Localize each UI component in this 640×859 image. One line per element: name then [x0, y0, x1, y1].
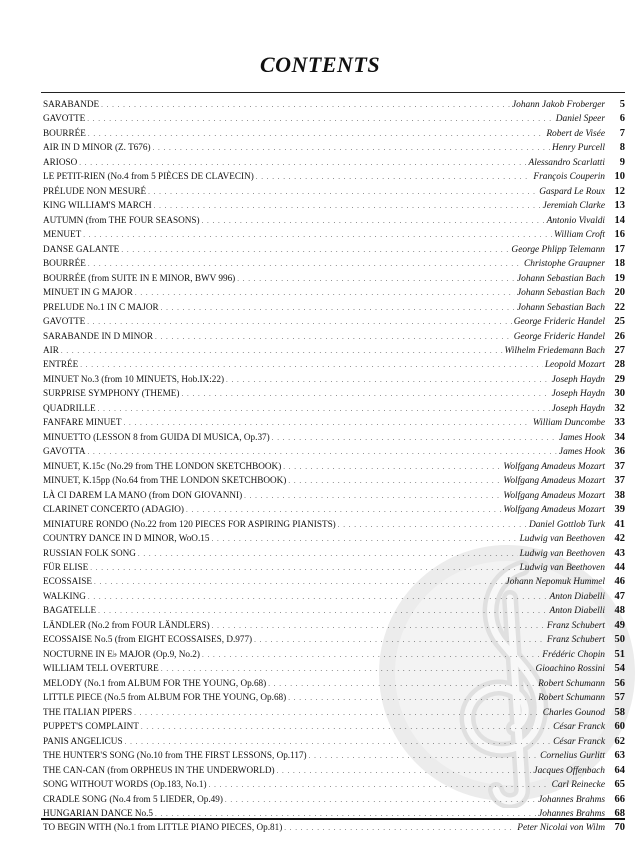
page-number: 27 [614, 344, 625, 356]
dot-leader [141, 720, 551, 734]
piece-title: FANFARE MINUET [43, 417, 122, 428]
piece-title: MINUET IN G MAJOR [43, 287, 133, 298]
dot-leader [202, 648, 540, 662]
composer-name: Wolfgang Amadeus Mozart [503, 461, 605, 472]
piece-title: PUPPET'S COMPLAINT [43, 721, 139, 732]
piece-title: SURPRISE SYMPHONY (THEME) [43, 388, 180, 399]
piece-title: MINUETTO (LESSON 8 from GUIDA DI MUSICA, Op.37) [43, 431, 270, 442]
bottom-rule [41, 818, 625, 820]
composer-name: Frédéric Chopin [542, 649, 605, 660]
composer-name: Wolfgang Amadeus Mozart [503, 476, 605, 487]
composer-name: Ludwig van Beethoven [519, 563, 605, 573]
composer-name: Johann Nepomuk Hummel [505, 577, 605, 588]
contents-entry [43, 647, 625, 661]
composer-name: Alessandro Scarlatti [528, 157, 605, 168]
page-number: 50 [614, 634, 625, 646]
contents-entry [43, 213, 625, 227]
contents-entry [43, 386, 625, 400]
contents-entry [43, 690, 625, 704]
page-number: 33 [614, 417, 625, 429]
composer-name: Daniel Speer [555, 114, 605, 125]
piece-title: BOURRÉE [43, 127, 86, 138]
composer-name: Franz Schubert [546, 635, 605, 646]
composer-name: Cornelius Gurlitt [540, 751, 605, 762]
piece-title: MELODY (No.1 from ALBUM FOR THE YOUNG, Op.68) [43, 677, 267, 688]
composer-name: Franz Schubert [546, 620, 605, 631]
dot-leader [79, 156, 526, 170]
dot-leader [283, 460, 501, 474]
composer-name: Wolfgang Amadeus Mozart [503, 490, 605, 501]
page-number: 38 [614, 489, 625, 501]
composer-name: Daniel Gottlob Turk [528, 519, 605, 530]
composer-name: Charles Gounod [542, 707, 605, 718]
composer-name: Johann Jakob Froberger [511, 100, 605, 110]
piece-title: AUTUMN (from THE FOUR SEASONS) [43, 214, 200, 225]
dot-leader [161, 662, 534, 676]
dot-leader [94, 575, 504, 589]
contents-entry [43, 574, 625, 588]
dot-leader [87, 445, 556, 459]
dot-leader [87, 112, 554, 126]
dot-leader [83, 228, 552, 242]
dot-leader [256, 170, 532, 184]
composer-name: César Franck [553, 722, 605, 733]
piece-title: THE CAN-CAN (from ORPHEUS IN THE UNDERWORLD) [43, 764, 275, 775]
piece-title: WALKING [43, 590, 86, 601]
dot-leader [61, 344, 503, 358]
contents-entry [43, 111, 625, 125]
contents-entry [43, 763, 625, 777]
piece-title: AIR IN D MINOR (Z. T676) [43, 142, 151, 153]
composer-name: Carl Reinecke [551, 780, 605, 791]
dot-leader [161, 301, 515, 315]
page-number: 32 [614, 402, 625, 414]
composer-name: François Couperin [533, 172, 605, 183]
piece-title: THE HUNTER'S SONG (No.10 from THE FIRST LESSONS, Op.117) [43, 750, 307, 761]
page-number: 10 [614, 171, 625, 183]
page-number: 34 [614, 431, 625, 443]
page-number: 56 [614, 677, 625, 689]
composer-name: Antonio Vivaldi [546, 215, 605, 226]
dot-leader [284, 821, 515, 835]
dot-leader [148, 185, 537, 199]
page-number: 54 [614, 663, 625, 675]
page-title: CONTENTS [259, 52, 381, 77]
dot-leader [272, 431, 557, 445]
contents-entry [43, 517, 625, 531]
page-number: 37 [614, 460, 625, 472]
page-number: 36 [614, 446, 625, 458]
contents-entry [43, 256, 625, 270]
page-number: 57 [614, 692, 625, 704]
contents-entry [43, 459, 625, 473]
composer-name: Johannes Brahms [538, 794, 605, 805]
piece-title: ECOSSAISE No.5 (from EIGHT ECOSSAISES, D.977) [43, 634, 253, 645]
piece-title: FÜR ELISE [43, 562, 89, 572]
piece-title: ARIOSO [43, 156, 78, 167]
piece-title: MINUET No.3 (from 10 MINUETS, Hob.IX:22) [43, 373, 225, 384]
composer-name: William Duncombe [532, 418, 605, 429]
page-number: 68 [614, 807, 625, 819]
dot-leader [225, 793, 536, 807]
page-number: 58 [614, 706, 625, 718]
page-number: 46 [614, 576, 625, 588]
page-number: 29 [614, 373, 625, 385]
composer-name: Wilhelm Friedemann Bach [504, 345, 605, 356]
piece-title: PANIS ANGELICUS [43, 735, 123, 746]
contents-entry [43, 603, 625, 617]
piece-title: ENTRÉE [43, 359, 79, 370]
contents-list [43, 97, 625, 835]
dot-leader [98, 604, 547, 618]
piece-title: THE ITALIAN PIPERS [43, 706, 133, 717]
page-number: 28 [614, 359, 625, 371]
contents-entry [43, 632, 625, 646]
page-number: 20 [614, 287, 625, 299]
contents-entry [43, 126, 625, 140]
page-number: 8 [619, 142, 625, 154]
contents-entry [43, 285, 625, 299]
dot-leader [90, 561, 517, 575]
page-number: 63 [614, 750, 625, 762]
dot-leader [88, 127, 544, 141]
page-number: 13 [614, 200, 625, 212]
contents-entry [43, 734, 625, 748]
dot-leader [268, 677, 536, 691]
dot-leader [125, 735, 552, 749]
composer-name: Jeremiah Clarke [542, 201, 605, 212]
piece-title: WILLIAM TELL OVERTURE [43, 663, 159, 674]
composer-name: Wolfgang Amadeus Mozart [503, 505, 605, 516]
composer-name: James Hook [558, 432, 605, 443]
piece-title: MINIATURE RONDO (No.22 from 120 PIECES FOR ASPIRING PIANISTS) [43, 518, 336, 529]
contents-entry [43, 546, 625, 560]
composer-name: Joseph Haydn [551, 389, 605, 400]
page-number: 12 [614, 185, 625, 197]
composer-name: Christophe Graupner [524, 259, 605, 270]
dot-leader [237, 272, 515, 286]
dot-leader [209, 778, 550, 792]
page-number: 5 [619, 99, 625, 110]
page-number: 49 [614, 619, 625, 631]
contents-entry [43, 314, 625, 328]
contents-entry [43, 748, 625, 762]
contents-entry [43, 357, 625, 371]
page-number: 43 [614, 547, 625, 559]
composer-name: Henry Purcell [551, 143, 605, 154]
composer-name: Robert de Visée [546, 128, 605, 139]
piece-title: LÄNDLER (No.2 from FOUR LÄNDLERS) [43, 619, 210, 630]
composer-name: Ludwig van Beethoven [519, 534, 605, 545]
page-number: 66 [614, 793, 625, 805]
contents-entry [43, 473, 625, 487]
top-rule [41, 92, 625, 93]
piece-title: BOURRÉE (from SUITE IN E MINOR, BWV 996) [43, 272, 236, 283]
piece-title: GAVOTTE [43, 316, 86, 327]
page-number: 39 [614, 504, 625, 516]
dot-leader [98, 402, 550, 416]
page-number: 18 [614, 258, 625, 270]
piece-title: LITTLE PIECE (No.5 from ALBUM FOR THE YOUNG, Op.68) [43, 692, 287, 703]
dot-leader [154, 199, 541, 213]
composer-name: Robert Schumann [538, 678, 605, 689]
dot-leader [212, 619, 545, 633]
contents-entry [43, 401, 625, 415]
piece-title: PRÉLUDE NON MESURÉ [43, 185, 147, 196]
dot-leader [211, 532, 517, 546]
piece-title: COUNTRY DANCE IN D MINOR, WoO.15 [43, 533, 210, 544]
page-number: 19 [614, 272, 625, 284]
composer-name: Ludwig van Beethoven [519, 548, 605, 559]
composer-name: Leopold Mozart [544, 360, 605, 371]
page-number: 14 [614, 214, 625, 226]
dot-leader [181, 387, 549, 401]
composer-name: George Phlipp Telemann [511, 244, 605, 255]
dot-leader [121, 243, 509, 257]
page-number: 47 [614, 590, 625, 602]
piece-title: KING WILLIAM'S MARCH [43, 200, 152, 211]
contents-entry [43, 531, 625, 545]
composer-name: Joseph Haydn [551, 374, 605, 385]
dot-leader [226, 373, 550, 387]
page-number: 48 [614, 605, 625, 617]
page-number: 41 [614, 518, 625, 530]
dot-leader [87, 315, 512, 329]
contents-entry [43, 155, 625, 169]
piece-title: SARABANDE IN D MINOR [43, 330, 153, 341]
contents-entry [43, 444, 625, 458]
contents-entry [43, 227, 625, 241]
contents-entry [43, 676, 625, 690]
page-number: 37 [614, 475, 625, 487]
composer-name: Robert Schumann [538, 693, 605, 704]
page-number: 25 [614, 316, 625, 328]
contents-entry [43, 329, 625, 343]
composer-name: Gioachino Rossini [535, 664, 605, 675]
contents-entry [43, 560, 625, 574]
composer-name: Johannes Brahms [538, 808, 605, 819]
page-number: 6 [619, 113, 625, 125]
composer-name: Joseph Haydn [551, 403, 605, 414]
contents-entry [43, 792, 625, 806]
page-number: 65 [614, 779, 625, 791]
contents-entry [43, 430, 625, 444]
dot-leader [288, 691, 536, 705]
piece-title: CLARINET CONCERTO (ADAGIO) [43, 504, 184, 515]
composer-name: Anton Diabelli [549, 606, 605, 617]
composer-name: Johann Sebastian Bach [516, 273, 605, 284]
page-number: 42 [614, 533, 625, 545]
piece-title: SONG WITHOUT WORDS (Op.183, No.1) [43, 779, 207, 790]
composer-name: William Croft [554, 230, 605, 241]
dot-leader [202, 214, 545, 228]
dot-leader [88, 257, 522, 271]
piece-title: BAGATELLE [43, 605, 97, 616]
piece-title: ECOSSAISE [43, 576, 93, 587]
dot-leader [338, 518, 527, 532]
piece-title: MENUET [43, 229, 82, 240]
composer-name: Peter Nicolai von Wilm [517, 823, 605, 834]
page-number: 51 [614, 648, 625, 660]
piece-title: GAVOTTE [43, 113, 86, 124]
piece-title: BOURRÉE [43, 258, 86, 269]
dot-leader [309, 749, 539, 763]
page-number: 7 [619, 127, 625, 139]
piece-title: MINUET, K.15pp (No.64 from THE LONDON SKETCHBOOK) [43, 475, 287, 486]
dot-leader [254, 633, 545, 647]
dot-leader [244, 489, 501, 503]
piece-title: NOCTURNE IN E♭ MAJOR (Op.9, No.2) [43, 648, 200, 659]
piece-title: LÀ CI DAREM LA MANO (from DON GIOVANNI) [43, 489, 243, 500]
dot-leader [80, 358, 543, 372]
page-number: 9 [619, 156, 625, 168]
contents-entry [43, 97, 625, 111]
contents-entry [43, 488, 625, 502]
dot-leader [88, 590, 548, 604]
dot-leader [124, 416, 531, 430]
piece-title: AIR [43, 344, 59, 355]
piece-title: SARABANDE [43, 99, 100, 109]
contents-entry [43, 140, 625, 154]
page-number: 30 [614, 388, 625, 400]
piece-title: TO BEGIN WITH (No.1 from LITTLE PIANO PIECES, Op.81) [43, 822, 283, 833]
contents-entry [43, 169, 625, 183]
page-number: 64 [614, 764, 625, 776]
contents-entry [43, 198, 625, 212]
dot-leader [153, 141, 550, 155]
composer-name: Johann Sebastian Bach [516, 288, 605, 299]
contents-entry [43, 820, 625, 834]
piece-title: MINUET, K.15c (No.29 from THE LONDON SKETCHBOOK) [43, 460, 282, 471]
contents-entry [43, 242, 625, 256]
page-number: 60 [614, 721, 625, 733]
contents-entry [43, 372, 625, 386]
piece-title: CRADLE SONG (No.4 from 5 LIEDER, Op.49) [43, 793, 223, 804]
contents-entry [43, 589, 625, 603]
composer-name: Jacques Offenbach [533, 765, 605, 776]
dot-leader [135, 286, 515, 300]
page-number: 70 [614, 822, 625, 834]
dot-leader [138, 547, 518, 561]
piece-title: LE PETIT-RIEN (No.4 from 5 PIÈCES DE CLAVECIN) [43, 171, 254, 182]
dot-leader [155, 330, 512, 344]
contents-entry [43, 415, 625, 429]
contents-entry [43, 184, 625, 198]
piece-title: HUNGARIAN DANCE No.5 [43, 807, 153, 818]
dot-leader [288, 474, 501, 488]
composer-name: James Hook [558, 447, 605, 458]
composer-name: George Frideric Handel [513, 331, 605, 342]
composer-name: Anton Diabelli [549, 591, 605, 602]
dot-leader [101, 98, 510, 112]
contents-entry [43, 502, 625, 516]
composer-name: César Franck [553, 736, 605, 747]
piece-title: DANSE GALANTE [43, 243, 120, 254]
dot-leader [134, 706, 541, 720]
piece-title: PRELUDE No.1 IN C MAJOR [43, 301, 159, 312]
piece-title: QUADRILLE [43, 402, 96, 413]
composer-name: George Frideric Handel [513, 317, 605, 328]
dot-leader [186, 503, 501, 517]
page-number: 22 [614, 301, 625, 313]
contents-entry [43, 343, 625, 357]
contents-entry [43, 705, 625, 719]
contents-entry [43, 300, 625, 314]
page-number: 26 [614, 330, 625, 342]
dot-leader [277, 764, 532, 778]
contents-entry [43, 719, 625, 733]
contents-entry [43, 271, 625, 285]
page-number: 62 [614, 735, 625, 747]
piece-title: RUSSIAN FOLK SONG [43, 547, 136, 558]
page-number: 16 [614, 229, 625, 241]
composer-name: Gaspard Le Roux [539, 186, 605, 197]
page-number: 17 [614, 243, 625, 255]
contents-entry [43, 661, 625, 675]
composer-name: Johann Sebastian Bach [516, 302, 605, 313]
contents-entry [43, 618, 625, 632]
page-number: 44 [614, 562, 625, 573]
piece-title: GAVOTTA [43, 446, 86, 457]
contents-entry [43, 777, 625, 791]
